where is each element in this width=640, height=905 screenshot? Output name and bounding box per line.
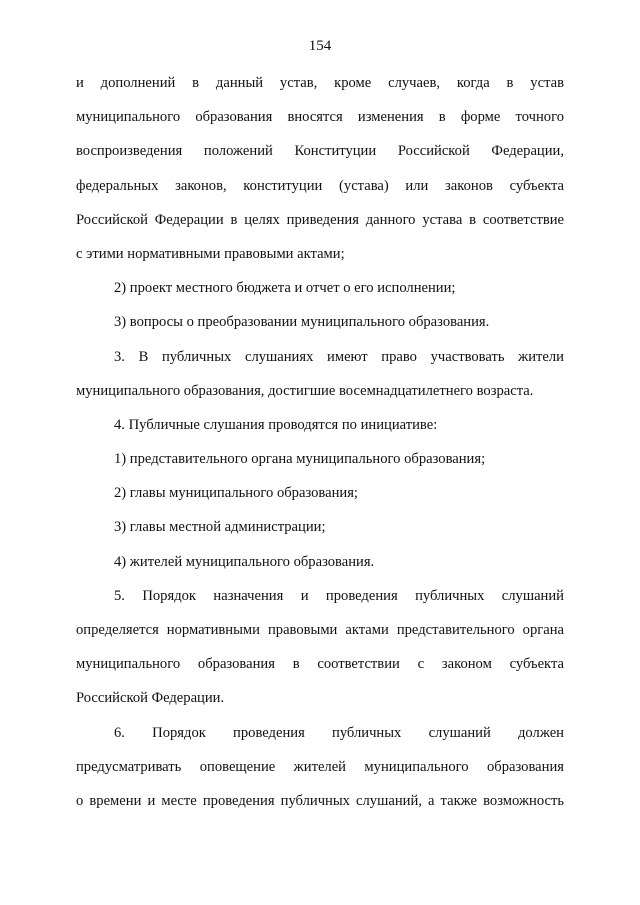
text-line: муниципального образования вносятся изменения в форме точного: [76, 109, 564, 126]
page-number: 154: [308, 38, 332, 54]
text-line: федеральных законов, конституции (устава) или законов субъекта: [76, 177, 564, 194]
text-line: о времени и месте проведения публичных слушаний, а также возможность: [76, 792, 564, 809]
text-line: 3) главы местной администрации;: [114, 519, 326, 536]
text-line: 2) проект местного бюджета и отчет о его исполнении;: [114, 280, 456, 297]
document-body: [76, 66, 564, 818]
text-line: с этими нормативными правовыми актами;: [76, 245, 345, 262]
text-line: 6. Порядок проведения публичных слушаний должен: [114, 724, 564, 741]
text-line: 3. В публичных слушаниях имеют право участвовать жители: [114, 348, 564, 365]
text-line: 3) вопросы о преобразовании муниципального образования.: [114, 314, 490, 331]
text-line: Российской Федерации в целях приведения данного устава в соответствие: [76, 211, 564, 228]
text-line: муниципального образования, достигшие восемнадцатилетнего возраста.: [76, 382, 534, 399]
text-line: муниципального образования в соответствии с законом субъекта: [76, 656, 564, 673]
text-line: 4) жителей муниципального образования.: [114, 553, 375, 570]
text-line: 4. Публичные слушания проводятся по инициативе:: [114, 416, 438, 433]
text-line: и дополнений в данный устав, кроме случаев, когда в устав: [76, 75, 564, 91]
text-line: 2) главы муниципального образования;: [114, 485, 358, 502]
text-line: воспроизведения положений Конституции Российской Федерации,: [76, 143, 564, 160]
text-line: Российской Федерации.: [76, 690, 225, 707]
text-line: определяется нормативными правовыми актами представительного органа: [76, 622, 564, 638]
text-line: 1) представительного органа муниципального образования;: [114, 451, 486, 468]
text-line: предусматривать оповещение жителей муниципального образования: [76, 758, 564, 775]
text-line: 5. Порядок назначения и проведения публичных слушаний: [114, 587, 564, 604]
